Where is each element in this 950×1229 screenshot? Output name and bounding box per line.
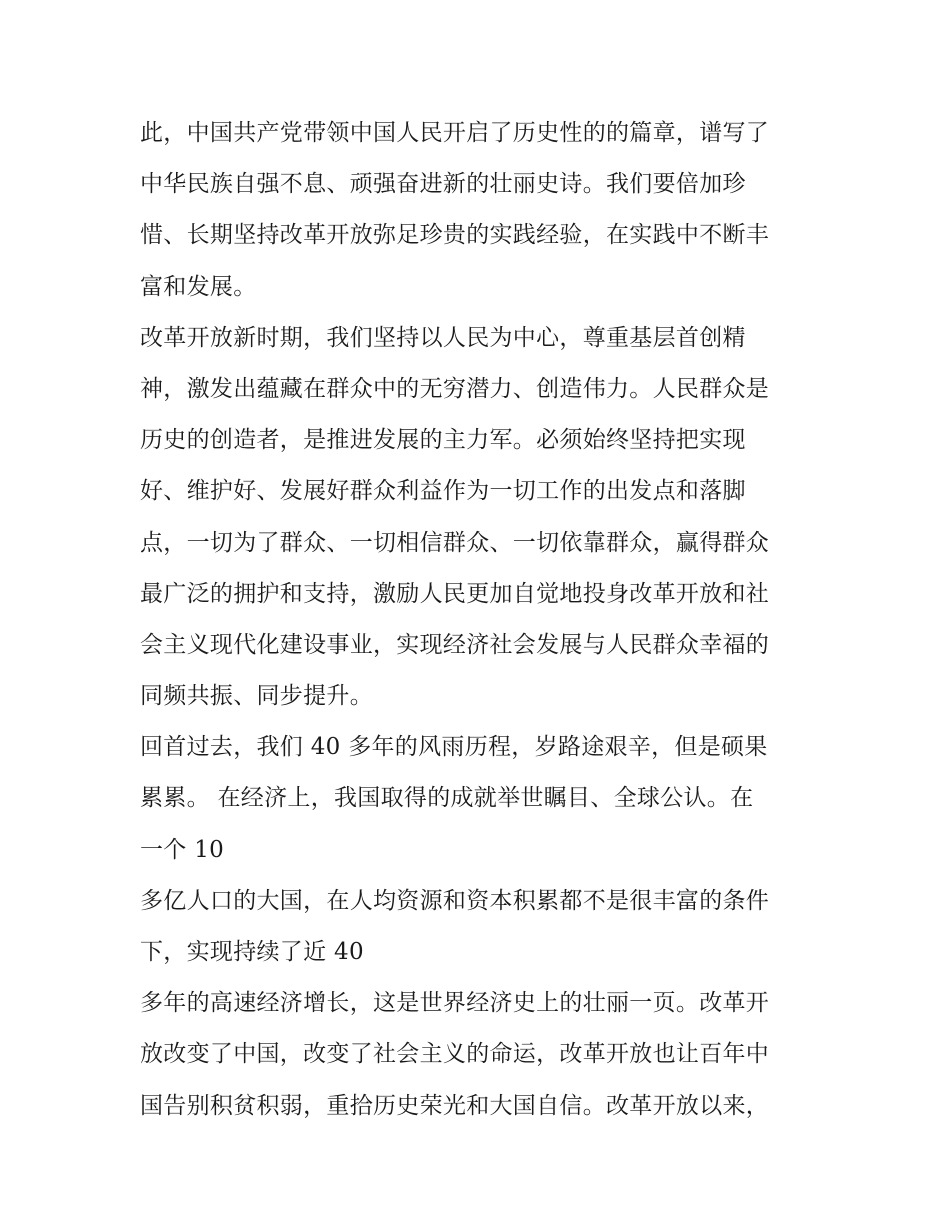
text-line: 最广泛的拥护和支持，激励人民更加自觉地投身改革开放和社 [140,580,770,607]
text-line: 历史的创造者，是推进发展的主力军。必须始终坚持把实现 [140,427,746,454]
text-line: 多亿人口的大国，在人均资源和资本积累都不是很丰富的条件 [140,887,770,914]
text-line: 放改变了中国，改变了社会主义的命运，改革开放也让百年中 [140,1041,770,1068]
text-line: 下，实现持续了近 40 [140,939,364,965]
text-line: 国告别积贫积弱，重拾历史荣光和大国自信。改革开放以来， [140,1092,770,1119]
text-line: 多年的高速经济增长，这是世界经济史上的壮丽一页。改革开 [140,990,770,1017]
text-line: 同频共振、同步提升。 [140,683,373,710]
text-line: 神，激发出蕴藏在群众中的无穷潜力、创造伟力。人民群众是 [140,375,770,402]
text-line: 点，一切为了群众、一切相信群众、一切依靠群众，赢得群众 [140,529,770,556]
text-line: 会主义现代化建设事业，实现经济社会发展与人民群众幸福的 [140,631,770,658]
body-text [140,108,830,1132]
text-line: 改革开放新时期，我们坚持以人民为中心，尊重基层首创精 [140,324,746,351]
text-line: 富和发展。 [140,273,257,300]
text-line: 此，中国共产党带领中国人民开启了历史性的的篇章，谱写了 [140,120,770,146]
text-line: 惜、长期坚持改革开放弥足珍贵的实践经验，在实践中不断丰 [140,222,770,249]
text-line: 累累。 在经济上，我国取得的成就举世瞩目、全球公认。在 [140,785,754,812]
text-line: 好、维护好、发展好群众利益作为一切工作的出发点和落脚 [140,478,746,505]
text-line: 中华民族自强不息、顽强奋进新的壮丽史诗。我们要倍加珍 [140,171,746,198]
text-line: 一个 10 [140,836,225,863]
text-line: 回首过去，我们 40 多年的风雨历程，岁路途艰辛，但是硕果 [140,734,768,761]
